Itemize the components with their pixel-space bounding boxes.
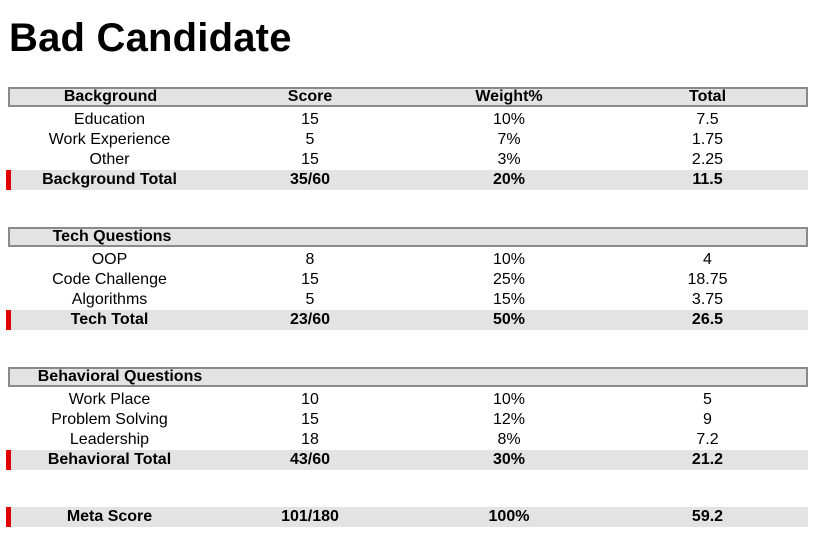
tech-header-label: Tech Questions [52, 228, 172, 245]
row-weight: 10% [492, 251, 526, 268]
row-weight: 15% [492, 291, 526, 308]
red-marker [6, 507, 11, 527]
summary-score: 43/60 [289, 451, 331, 468]
row-weight: 8% [497, 431, 521, 448]
row-weight: 7% [497, 131, 521, 148]
meta-name: Meta Score [66, 508, 153, 525]
row-name: Other [89, 151, 130, 168]
summary-total: 11.5 [692, 171, 723, 188]
row-score: 8 [305, 251, 315, 268]
background-header-label: Background [63, 88, 158, 105]
table-row [8, 290, 808, 310]
meta-section [8, 507, 808, 527]
row-total: 7.5 [696, 111, 719, 128]
row-total: 9 [703, 411, 712, 428]
tech-header [8, 227, 808, 247]
background-section [8, 87, 808, 190]
row-score: 15 [301, 111, 319, 128]
row-weight: 10% [492, 391, 526, 408]
row-name: Leadership [69, 431, 150, 448]
row-name: Work Experience [48, 131, 171, 148]
summary-weight: 30% [492, 451, 526, 468]
row-total: 1.75 [691, 131, 724, 148]
summary-name: Tech Total [70, 311, 149, 328]
row-score: 10 [301, 391, 319, 408]
score-column-header: Score [287, 88, 333, 105]
row-total: 5 [703, 391, 712, 408]
row-weight: 10% [492, 111, 526, 128]
row-total: 4 [703, 251, 712, 268]
row-name: Code Challenge [52, 271, 167, 288]
table-row [8, 250, 808, 270]
meta-total: 59.2 [691, 508, 724, 525]
row-score: 15 [301, 271, 319, 288]
summary-weight: 20% [492, 171, 526, 188]
table-row [8, 110, 808, 130]
meta-score-row [8, 507, 808, 527]
summary-total: 26.5 [691, 311, 724, 328]
row-weight: 25% [492, 271, 526, 288]
row-total: 3.75 [691, 291, 724, 308]
behavioral-section [8, 367, 808, 470]
table-row [8, 390, 808, 410]
row-name: Education [73, 111, 146, 128]
background-total-row [8, 170, 808, 190]
row-score: 15 [301, 411, 319, 428]
behavioral-total-row [8, 450, 808, 470]
row-name: OOP [91, 251, 128, 268]
row-name: Algorithms [71, 291, 148, 308]
background-header [8, 87, 808, 107]
table-row [8, 150, 808, 170]
red-marker [6, 310, 11, 330]
table-row [8, 410, 808, 430]
summary-total: 21.2 [691, 451, 724, 468]
behavioral-header [8, 367, 808, 387]
table-row [8, 430, 808, 450]
summary-weight: 50% [492, 311, 526, 328]
red-marker [6, 170, 11, 190]
row-score: 15 [301, 151, 319, 168]
row-name: Work Place [68, 391, 151, 408]
row-total: 7.2 [696, 431, 719, 448]
summary-name: Background Total [42, 171, 177, 188]
row-weight: 12% [492, 411, 526, 428]
row-total: 18.75 [687, 271, 728, 288]
tech-total-row [8, 310, 808, 330]
row-score: 5 [305, 131, 315, 148]
row-weight: 3% [497, 151, 521, 168]
row-score: 5 [305, 291, 315, 308]
page-title: Bad Candidate [9, 16, 292, 60]
meta-weight: 100% [488, 508, 530, 525]
tech-section [8, 227, 808, 330]
behavioral-header-label: Behavioral Questions [37, 368, 203, 385]
total-column-header: Total [688, 88, 727, 105]
red-marker [6, 450, 11, 470]
table-row [8, 270, 808, 290]
summary-name: Behavioral Total [47, 451, 172, 468]
summary-score: 35/60 [289, 171, 331, 188]
meta-score: 101/180 [281, 508, 339, 525]
weight-column-header: Weight% [475, 88, 543, 105]
summary-score: 23/60 [289, 311, 331, 328]
row-name: Problem Solving [51, 411, 168, 428]
row-score: 18 [301, 431, 319, 448]
table-row [8, 130, 808, 150]
row-total: 2.25 [691, 151, 724, 168]
